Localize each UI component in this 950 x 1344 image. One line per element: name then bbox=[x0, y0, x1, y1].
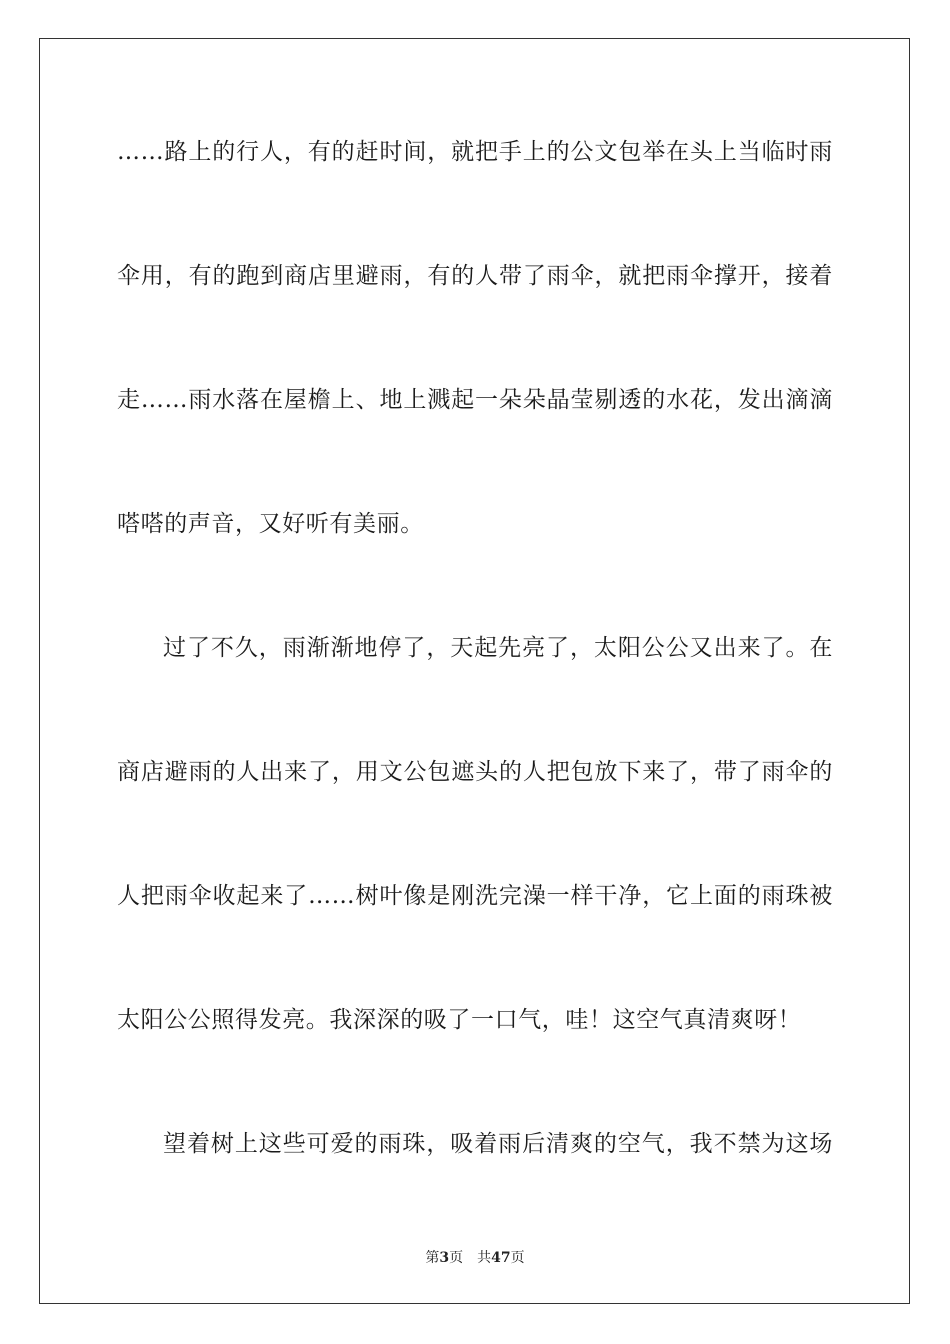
page-suffix: 页 bbox=[449, 1250, 464, 1266]
paragraph-line: 望着树上这些可爱的雨珠，吸着雨后清爽的空气，我不禁为这场 bbox=[163, 1131, 833, 1157]
paragraph-line: 商店避雨的人出来了，用文公包遮头的人把包放下来了，带了雨伞的 bbox=[117, 759, 833, 785]
paragraph-line: ……路上的行人，有的赶时间，就把手上的公文包举在头上当临时雨 bbox=[117, 139, 833, 165]
paragraph-line: 嗒嗒的声音，又好听有美丽。 bbox=[117, 511, 424, 537]
paragraph-line: 人把雨伞收起来了……树叶像是刚洗完澡一样干净，它上面的雨珠被 bbox=[117, 883, 833, 909]
paragraph-line: 伞用，有的跑到商店里避雨，有的人带了雨伞，就把雨伞撑开，接着 bbox=[117, 263, 833, 289]
total-suffix: 页 bbox=[510, 1250, 525, 1266]
paragraph-line: 太阳公公照得发亮。我深深的吸了一口气，哇！这空气真清爽呀！ bbox=[117, 1007, 802, 1033]
total-prefix: 共 bbox=[477, 1250, 492, 1266]
page-number: 3 bbox=[439, 1250, 450, 1266]
page-footer bbox=[0, 1249, 950, 1267]
page-prefix: 第 bbox=[425, 1250, 440, 1266]
paragraph-line: 过了不久，雨渐渐地停了，天起先亮了，太阳公公又出来了。在 bbox=[163, 635, 833, 661]
page-border bbox=[39, 38, 910, 1304]
paragraph-line: 走……雨水落在屋檐上、地上溅起一朵朵晶莹剔透的水花，发出滴滴 bbox=[117, 387, 833, 413]
total-pages: 47 bbox=[491, 1250, 511, 1266]
